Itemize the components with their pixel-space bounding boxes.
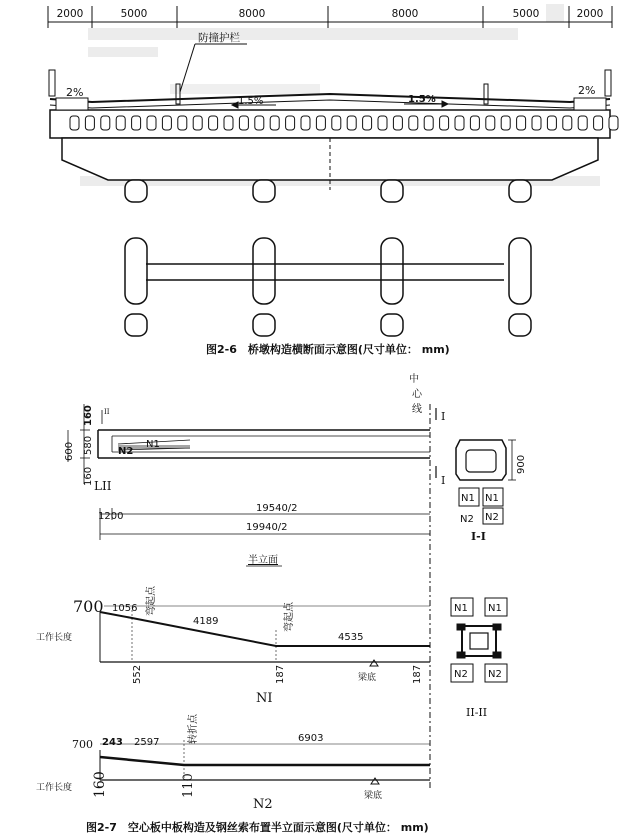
slab-void-hole bbox=[101, 116, 110, 130]
slab-void-hole bbox=[409, 116, 418, 130]
dim-8000-right: 8000 bbox=[391, 8, 419, 20]
section-i-i bbox=[456, 440, 516, 480]
slab-void-hole bbox=[301, 116, 310, 130]
pile-head bbox=[381, 314, 403, 336]
section-i-bottom: I bbox=[441, 474, 446, 487]
slab-void-hole bbox=[347, 116, 356, 130]
n2-label-beam: N2 bbox=[118, 446, 134, 457]
slab-void-hole bbox=[486, 116, 495, 130]
n1-dim-187-mid: 187 bbox=[275, 664, 286, 684]
i-i-n2-left: N2 bbox=[460, 514, 474, 525]
slab-void-hole bbox=[162, 116, 171, 130]
n2-dim-6903: 6903 bbox=[298, 733, 324, 744]
dim-580: 580 bbox=[83, 435, 94, 455]
slab-void-hole bbox=[132, 116, 141, 130]
dim-5000-left: 5000 bbox=[120, 8, 148, 20]
slab-void-hole bbox=[440, 116, 449, 130]
n1-bend-point-1: 弯起点 bbox=[146, 586, 157, 616]
ii-ii-n2-right: N2 bbox=[488, 669, 502, 680]
slab-void-hole bbox=[178, 116, 187, 130]
figure-2-6-caption: 图2-6 桥墩构造横断面示意图(尺寸单位： mm) bbox=[206, 343, 450, 356]
pier-stub bbox=[381, 180, 403, 202]
slab-void-holes bbox=[70, 116, 618, 130]
section-i-top: I bbox=[441, 410, 446, 423]
pile-head bbox=[253, 314, 275, 336]
n2-dim-243: 243 bbox=[102, 737, 123, 748]
pile-head bbox=[509, 314, 531, 336]
n2-beam-bottom: 梁底 bbox=[364, 791, 383, 801]
half-elevation-label: 半立面 bbox=[248, 555, 278, 566]
n2-work-length: 工作长度 bbox=[36, 783, 73, 793]
n2-dim-110: 110 bbox=[181, 773, 196, 798]
slab-void-hole bbox=[255, 116, 264, 130]
i-i-n1-right: N1 bbox=[485, 493, 499, 504]
dim-1200: 1200 bbox=[98, 511, 124, 522]
half-elevation-beam bbox=[98, 410, 430, 458]
dimension-labels-top bbox=[57, 8, 604, 20]
section-ii-ii-label: II-II bbox=[466, 706, 488, 719]
n1-bend-point-2: 弯起点 bbox=[284, 602, 295, 632]
slab-void-hole bbox=[286, 116, 295, 130]
ii-ii-n1-right: N1 bbox=[488, 603, 502, 614]
slab-void-hole bbox=[455, 116, 464, 130]
slab-void-hole bbox=[270, 116, 279, 130]
n2-dim-160: 160 bbox=[92, 771, 108, 798]
dim-5000-right: 5000 bbox=[512, 8, 540, 20]
pier-column bbox=[253, 238, 275, 304]
dim-19540: 19540/2 bbox=[256, 503, 298, 514]
n1-label-beam: N1 bbox=[146, 439, 160, 450]
n1-dim-552: 552 bbox=[132, 664, 143, 684]
pier-column bbox=[509, 238, 531, 304]
pier-stub bbox=[509, 180, 531, 202]
slab-void-hole bbox=[594, 116, 603, 130]
dim-8000-left: 8000 bbox=[238, 8, 266, 20]
n1-work-length: 工作长度 bbox=[36, 633, 73, 643]
guardrail-label: 防撞护栏 bbox=[198, 32, 240, 44]
slab-void-hole bbox=[332, 116, 341, 130]
slope-mid-left: 1.5% bbox=[238, 96, 264, 107]
dim-600: 600 bbox=[64, 441, 75, 461]
centerline-char-3: 线 bbox=[412, 404, 422, 415]
dim-160-top: 160 bbox=[83, 405, 94, 426]
n1-dim-1056: 1056 bbox=[112, 603, 138, 614]
slab-void-hole bbox=[424, 116, 433, 130]
pier-column bbox=[381, 238, 403, 304]
slab-void-hole bbox=[147, 116, 156, 130]
slab-void-hole bbox=[70, 116, 79, 130]
n1-dim-4189: 4189 bbox=[193, 616, 219, 627]
figure-2-7-caption: 图2-7 空心板中板构造及钢丝索布置半立面示意图(尺寸单位： mm) bbox=[86, 821, 429, 834]
slab-void-hole bbox=[209, 116, 218, 130]
tie-beam bbox=[146, 264, 504, 280]
slab-void-hole bbox=[378, 116, 387, 130]
slab-void-hole bbox=[239, 116, 248, 130]
slope-right: 2% bbox=[578, 84, 596, 97]
n1-dim-187-end: 187 bbox=[412, 664, 423, 684]
slab-void-hole bbox=[501, 116, 510, 130]
slab-void-hole bbox=[578, 116, 587, 130]
section-i-i-label: I-I bbox=[471, 530, 486, 543]
slope-left: 2% bbox=[66, 86, 84, 99]
n1-beam-bottom: 梁底 bbox=[358, 673, 377, 683]
n2-beam-bottom-mark bbox=[371, 778, 379, 784]
slab-void-hole bbox=[193, 116, 202, 130]
centerline-char-2: 心 bbox=[412, 389, 422, 400]
slab-void-hole bbox=[547, 116, 556, 130]
n1-dim-700: 700 bbox=[73, 597, 104, 616]
dim-2000-right: 2000 bbox=[576, 8, 604, 20]
ii-ii-n2-left: N2 bbox=[454, 669, 468, 680]
section-lii-label: LII bbox=[94, 479, 112, 493]
n1-dim-4535: 4535 bbox=[338, 632, 364, 643]
centerline-char-1: 中 bbox=[409, 374, 419, 385]
n1-tendon-label: NI bbox=[256, 691, 273, 706]
slab-void-hole bbox=[85, 116, 94, 130]
dim-2000-left: 2000 bbox=[56, 8, 84, 20]
i-i-n2-right: N2 bbox=[485, 512, 499, 523]
slab-void-hole bbox=[316, 116, 325, 130]
n2-turn-point: 转折点 bbox=[188, 714, 199, 744]
slope-mid-right: 1.5% bbox=[408, 94, 436, 105]
section-ii-mark: II bbox=[104, 408, 110, 416]
slab-void-hole bbox=[609, 116, 618, 130]
pier-columns bbox=[125, 180, 531, 336]
ii-ii-n1-left: N1 bbox=[454, 603, 468, 614]
pier-column bbox=[125, 238, 147, 304]
slab-void-hole bbox=[517, 116, 526, 130]
n2-dim-2597: 2597 bbox=[134, 737, 160, 748]
i-i-n1-left: N1 bbox=[461, 493, 475, 504]
dim-900: 900 bbox=[516, 454, 527, 474]
slab-void-hole bbox=[224, 116, 233, 130]
pier-stub bbox=[253, 180, 275, 202]
slab-void-hole bbox=[563, 116, 572, 130]
slab-void-hole bbox=[393, 116, 402, 130]
slab-void-hole bbox=[470, 116, 479, 130]
dim-19940: 19940/2 bbox=[246, 522, 288, 533]
dim-160-bottom: 160 bbox=[83, 466, 94, 486]
n2-dim-700: 700 bbox=[72, 738, 93, 751]
slab-void-hole bbox=[532, 116, 541, 130]
n1-beam-bottom-mark bbox=[370, 660, 378, 666]
pier-stub bbox=[125, 180, 147, 202]
pile-head bbox=[125, 314, 147, 336]
slab-void-hole bbox=[363, 116, 372, 130]
slab-void-hole bbox=[116, 116, 125, 130]
n2-tendon-label: N2 bbox=[253, 797, 273, 812]
